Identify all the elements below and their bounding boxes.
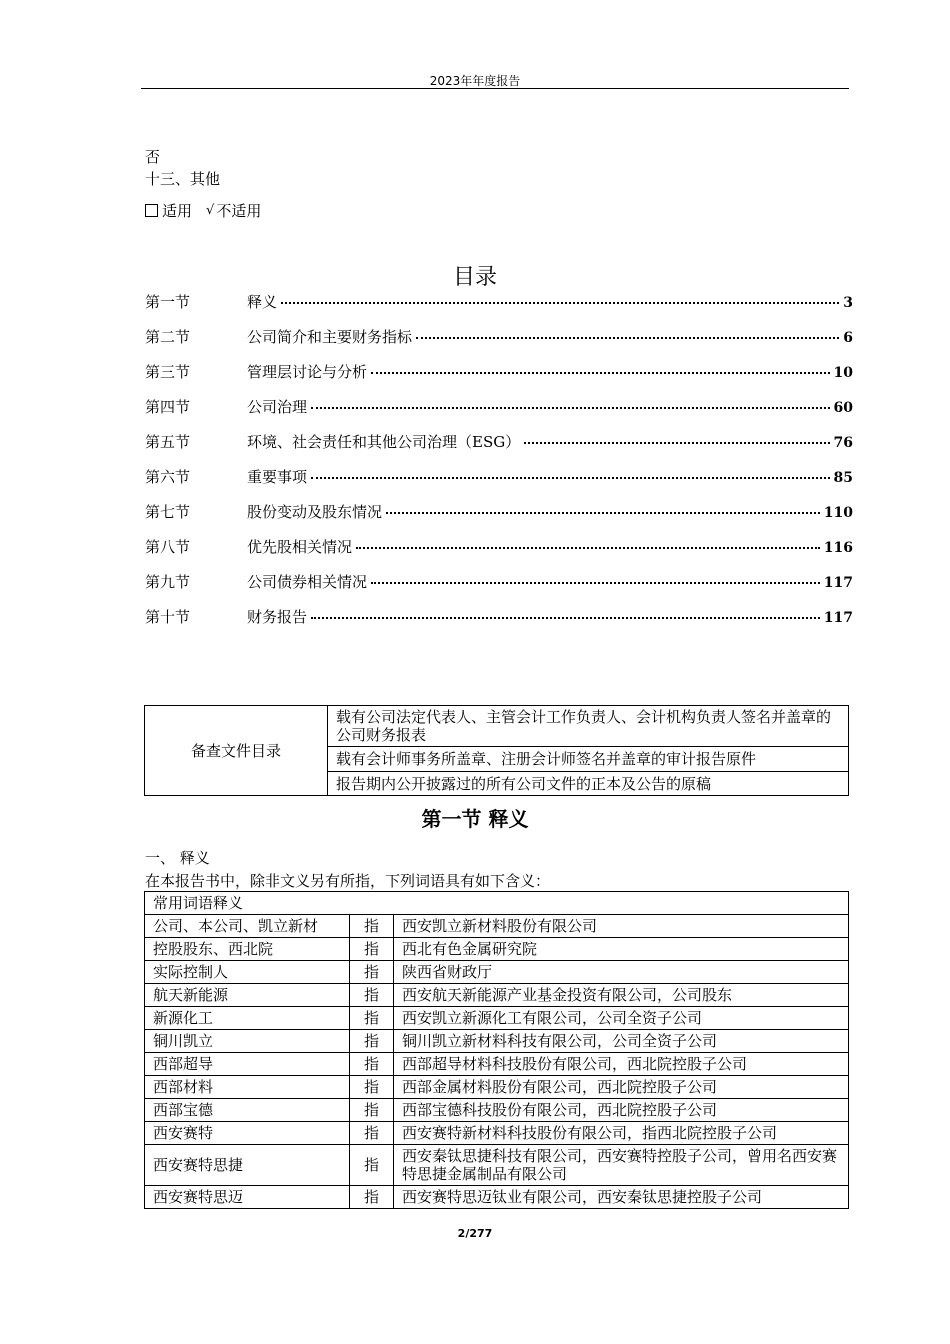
definition-ref: 指 (350, 1099, 394, 1122)
table-row (145, 1030, 849, 1053)
toc-page-number: 10 (833, 365, 853, 381)
table-row (145, 1122, 849, 1145)
toc-section-name: 管理层讨论与分析 (247, 363, 368, 381)
definition-meaning: 西安凯立新材料股份有限公司 (394, 915, 849, 938)
toc-leader-dots (371, 570, 820, 584)
definition-meaning: 西部金属材料股份有限公司，西北院控股子公司 (394, 1076, 849, 1099)
toc-section-number: 第四节 (145, 398, 191, 416)
definition-meaning: 西部超导材料科技股份有限公司，西北院控股子公司 (394, 1053, 849, 1076)
definition-term: 铜川凯立 (145, 1030, 350, 1053)
toc-leader-dots (371, 360, 830, 374)
toc-leader-dots (416, 325, 839, 339)
definition-ref: 指 (350, 1186, 394, 1209)
toc-section-name: 公司债券相关情况 (247, 573, 368, 591)
table-row (145, 706, 849, 747)
definition-term: 西部超导 (145, 1053, 350, 1076)
applicable-label: 适用 (162, 202, 193, 220)
definition-meaning: 西安秦钛思捷科技有限公司，西安赛特控股子公司，曾用名西安赛特思捷金属制品有限公司 (394, 1145, 849, 1186)
definition-ref: 指 (350, 1053, 394, 1076)
toc-leader-dots (311, 465, 830, 479)
table-row (145, 1186, 849, 1209)
toc-item[interactable] (145, 291, 853, 311)
toc-item[interactable] (145, 361, 853, 381)
reference-doc-item: 载有公司法定代表人、主管会计工作负责人、会计机构负责人签名并盖章的公司财务报表 (328, 706, 849, 747)
table-row (145, 984, 849, 1007)
toc-section-name: 优先股相关情况 (247, 538, 353, 556)
definition-meaning: 西北有色金属研究院 (394, 938, 849, 961)
toc-title: 目录 (452, 265, 497, 290)
definition-term: 公司、本公司、凯立新材 (145, 915, 350, 938)
definition-term: 控股股东、西北院 (145, 938, 350, 961)
toc-section-name: 重要事项 (247, 468, 308, 486)
toc-section-name: 公司治理 (247, 398, 308, 416)
toc-section-number: 第九节 (145, 573, 191, 591)
intro-line-no: 否 (145, 148, 161, 166)
toc-section-number: 第二节 (145, 328, 191, 346)
table-row (145, 1145, 849, 1186)
unchecked-box-icon (145, 204, 158, 217)
toc-section-number: 第十节 (145, 608, 191, 626)
definition-ref: 指 (350, 938, 394, 961)
reference-doc-item: 报告期内公开披露过的所有公司文件的正本及公告的原稿 (328, 772, 849, 796)
definition-ref: 指 (350, 1076, 394, 1099)
definitions-table (144, 891, 849, 1209)
reference-doc-item: 载有会计师事务所盖章、注册会计师签名并盖章的审计报告原件 (328, 747, 849, 772)
toc-leader-dots (281, 290, 839, 304)
definition-meaning: 西安航天新能源产业基金投资有限公司，公司股东 (394, 984, 849, 1007)
definitions-intro: 在本报告书中，除非文义另有所指，下列词语具有如下含义： (145, 872, 551, 890)
toc-section-number: 第八节 (145, 538, 191, 556)
definition-term: 西安赛特思迈 (145, 1186, 350, 1209)
toc-page-number: 85 (833, 470, 853, 486)
definition-term: 新源化工 (145, 1007, 350, 1030)
toc-page-number: 76 (833, 435, 853, 451)
intro-heading-other: 十三、其他 (145, 170, 221, 188)
definition-meaning: 西部宝德科技股份有限公司，西北院控股子公司 (394, 1099, 849, 1122)
toc-page-number: 6 (843, 330, 853, 346)
table-row (145, 1076, 849, 1099)
definition-ref: 指 (350, 1007, 394, 1030)
table-header-row (145, 892, 849, 915)
definition-meaning: 西安凯立新源化工有限公司，公司全资子公司 (394, 1007, 849, 1030)
definition-meaning: 陕西省财政厅 (394, 961, 849, 984)
applicability-row (145, 200, 261, 221)
toc-section-number: 第七节 (145, 503, 191, 521)
toc-page-number: 60 (833, 400, 853, 416)
definition-term: 西部宝德 (145, 1099, 350, 1122)
toc-section-number: 第五节 (145, 433, 191, 451)
definition-ref: 指 (350, 984, 394, 1007)
table-row (145, 938, 849, 961)
toc-item[interactable] (145, 396, 853, 416)
toc-section-number: 第三节 (145, 363, 191, 381)
toc-page-number: 116 (823, 540, 853, 556)
toc-section-name: 财务报告 (247, 608, 308, 626)
table-row (145, 961, 849, 984)
table-header: 常用词语释义 (145, 892, 849, 915)
toc-page-number: 110 (823, 505, 853, 521)
report-header-title: 2023年年度报告 (429, 74, 521, 88)
definition-term: 航天新能源 (145, 984, 350, 1007)
definition-meaning: 西安赛特思迈钛业有限公司，西安秦钛思捷控股子公司 (394, 1186, 849, 1209)
toc-item[interactable] (145, 571, 853, 591)
check-mark-icon: √ (206, 203, 215, 218)
toc-leader-dots (356, 535, 820, 549)
definition-ref: 指 (350, 1145, 394, 1186)
toc-item[interactable] (145, 606, 853, 626)
definition-term: 西部材料 (145, 1076, 350, 1099)
definition-ref: 指 (350, 1030, 394, 1053)
toc-section-name: 环境、社会责任和其他公司治理（ESG） (247, 433, 521, 451)
toc-leader-dots (386, 500, 820, 514)
toc-leader-dots (524, 430, 829, 444)
definition-ref: 指 (350, 915, 394, 938)
toc-item[interactable] (145, 431, 853, 451)
section-title: 第一节 释义 (421, 807, 529, 831)
reference-documents-table (144, 705, 849, 796)
toc-page-number: 117 (823, 610, 853, 626)
table-row (145, 1007, 849, 1030)
toc-section-name: 股份变动及股东情况 (247, 503, 383, 521)
toc-page-number: 117 (823, 575, 853, 591)
not-applicable-label: 不适用 (216, 202, 262, 220)
toc-item[interactable] (145, 501, 853, 521)
table-row (145, 915, 849, 938)
page-number: 2/277 (457, 1227, 493, 1240)
toc-section-name: 释义 (247, 293, 278, 311)
toc-leader-dots (311, 605, 820, 619)
definitions-subheading: 一、 释义 (145, 849, 210, 867)
header-divider (141, 88, 849, 89)
definition-term: 西安赛特思捷 (145, 1145, 350, 1186)
definition-meaning: 西安赛特新材料科技股份有限公司，指西北院控股子公司 (394, 1122, 849, 1145)
toc-section-number: 第一节 (145, 293, 191, 311)
definition-ref: 指 (350, 961, 394, 984)
definition-meaning: 铜川凯立新材料科技有限公司，公司全资子公司 (394, 1030, 849, 1053)
table-row (145, 1099, 849, 1122)
toc-section-number: 第六节 (145, 468, 191, 486)
toc-item[interactable] (145, 536, 853, 556)
table-row (145, 1053, 849, 1076)
toc-page-number: 3 (843, 295, 853, 311)
definition-term: 西安赛特 (145, 1122, 350, 1145)
definition-term: 实际控制人 (145, 961, 350, 984)
toc-leader-dots (311, 395, 830, 409)
toc-item[interactable] (145, 326, 853, 346)
toc-item[interactable] (145, 466, 853, 486)
definition-ref: 指 (350, 1122, 394, 1145)
toc-section-name: 公司简介和主要财务指标 (247, 328, 413, 346)
reference-docs-label: 备查文件目录 (145, 706, 328, 796)
